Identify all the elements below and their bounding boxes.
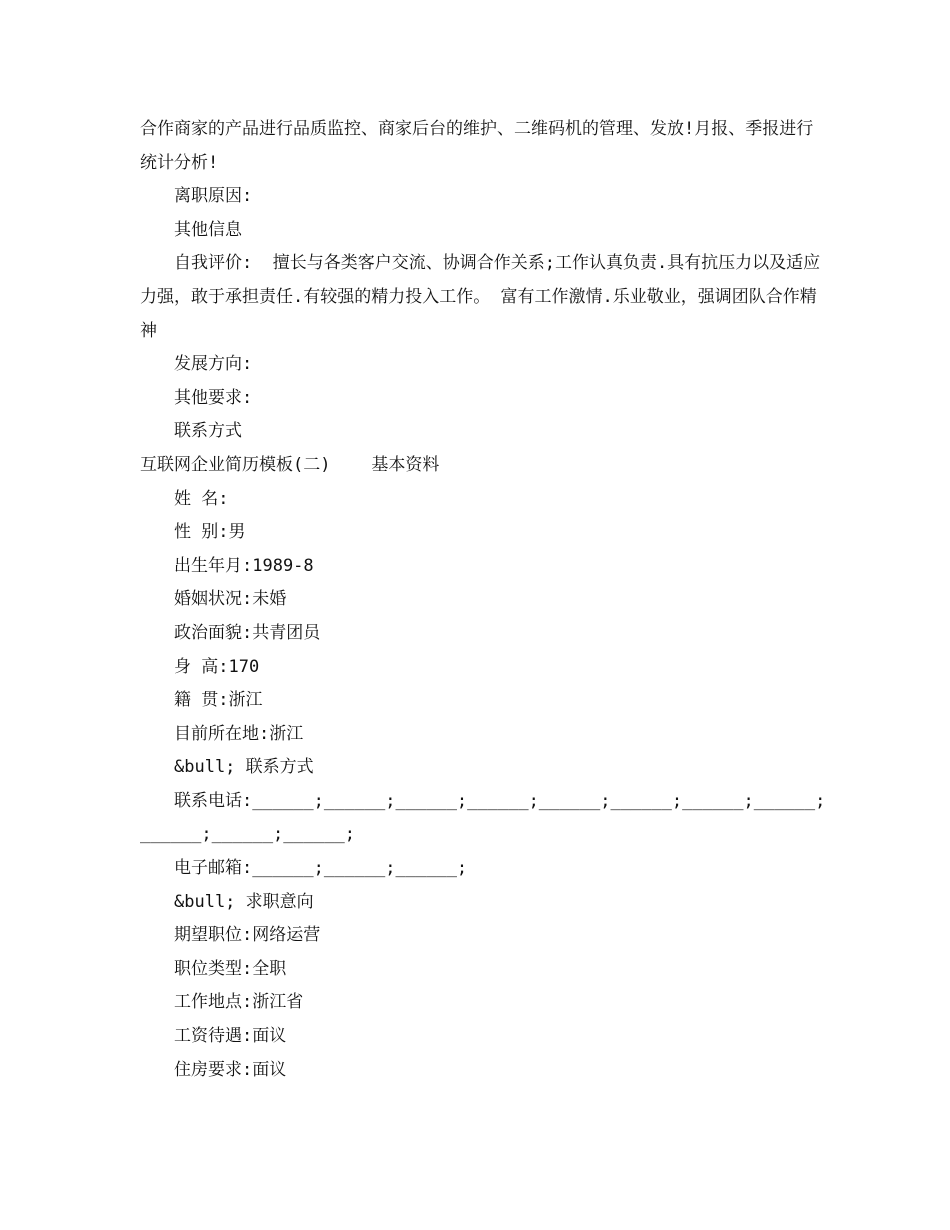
- field-position-type: 职位类型:全职: [174, 958, 287, 979]
- field-phone: 联系电话:______;______;______;______;______;______;______;______;______;______;______;: [140, 790, 826, 845]
- field-marital-status: 婚姻状况:未婚: [174, 589, 287, 610]
- field-work-location: 工作地点:浙江省: [174, 992, 304, 1013]
- paragraph-duty-continued: 合作商家的产品进行品质监控、商家后台的维护、二维码机的管理、发放!月报、季报进行统计分析!: [140, 119, 814, 173]
- field-salary: 工资待遇:面议: [174, 1026, 287, 1047]
- field-native-place: 籍 贯:浙江: [174, 690, 263, 711]
- heading-job-intention: &bull; 求职意向: [174, 891, 314, 912]
- paragraph-resign-reason: 离职原因:: [174, 186, 253, 207]
- field-birth-date: 出生年月:1989-8: [174, 555, 314, 576]
- heading-template-two: 互联网企业简历模板(二) 基本资料: [140, 454, 440, 475]
- field-political-status: 政治面貌:共青团员: [174, 622, 321, 643]
- paragraph-development-direction: 发展方向:: [174, 354, 253, 375]
- field-gender: 性 别:男: [174, 522, 246, 543]
- field-current-location: 目前所在地:浙江: [174, 723, 304, 744]
- field-name: 姓 名:: [174, 488, 229, 509]
- field-housing: 住房要求:面议: [174, 1059, 287, 1080]
- field-height: 身 高:170: [174, 656, 260, 677]
- heading-other-info: 其他信息: [174, 219, 242, 240]
- paragraph-other-requirements: 其他要求:: [174, 387, 253, 408]
- heading-contact-info: &bull; 联系方式: [174, 757, 314, 778]
- field-expected-position: 期望职位:网络运营: [174, 925, 321, 946]
- field-email: 电子邮箱:______;______;______;: [174, 858, 468, 879]
- heading-contact: 联系方式: [174, 421, 242, 442]
- document-body: [140, 113, 830, 1087]
- paragraph-self-evaluation: 自我评价: 擅长与各类客户交流、协调合作关系;工作认真负责.具有抗压力以及适应力强，敢于承担责任.有较强的精力投入工作。 富有工作激情.乐业敬业，强调团队合作精神: [140, 253, 821, 341]
